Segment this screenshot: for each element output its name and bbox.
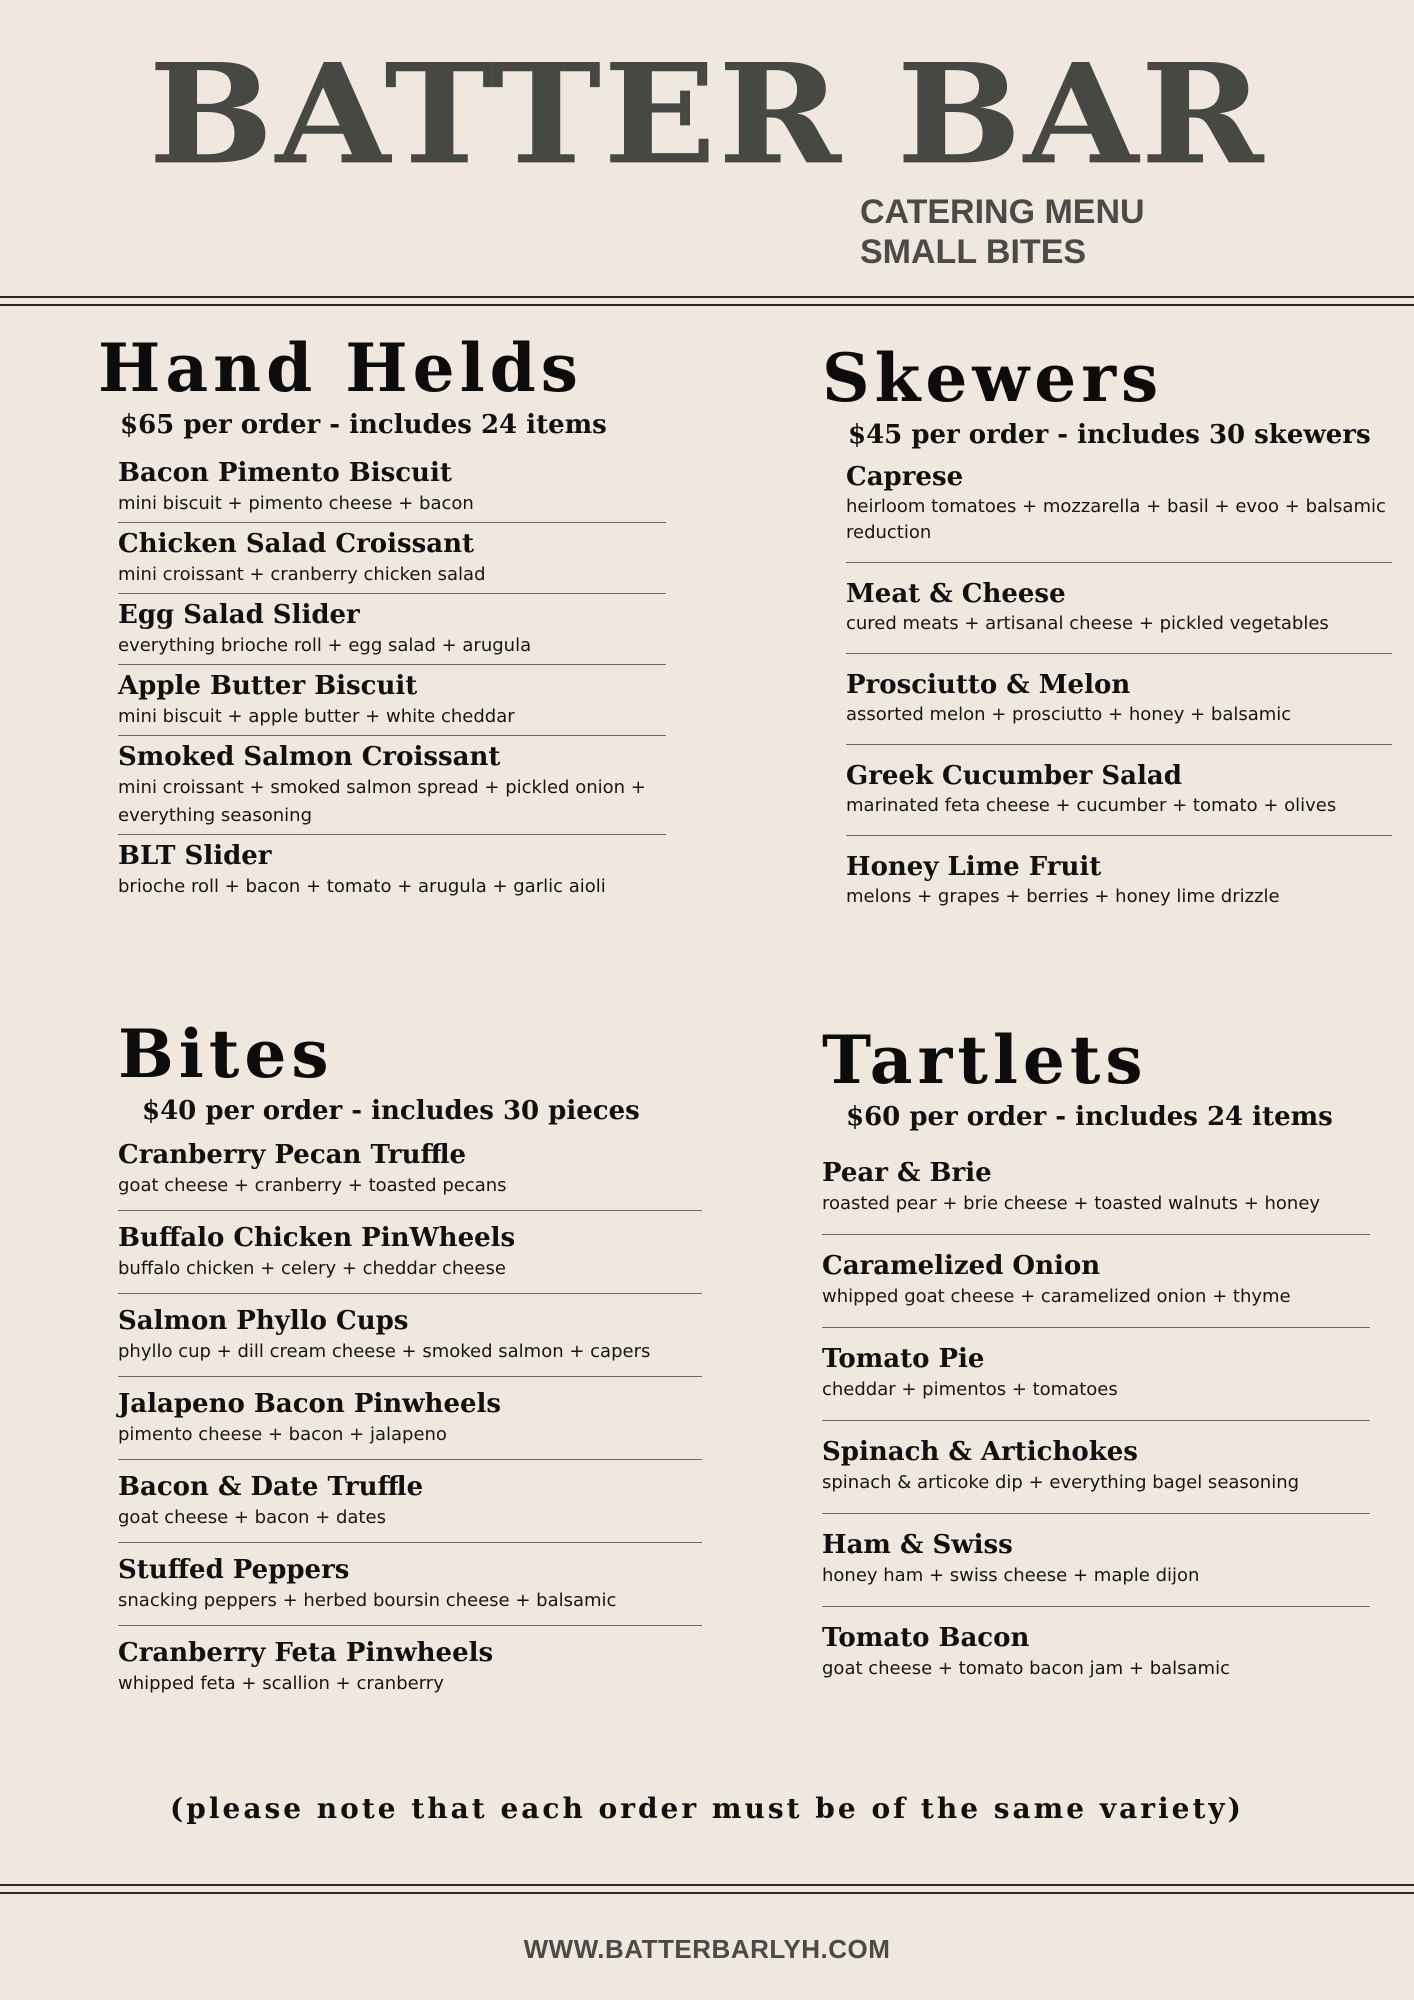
item-name: BLT Slider xyxy=(118,841,272,871)
item-list xyxy=(118,456,666,905)
subtitle-line-2: SMALL BITES xyxy=(860,233,1087,271)
item-description: goat cheese + cranberry + toasted pecans xyxy=(118,1175,507,1196)
section-price: $45 per order - includes 30 skewers xyxy=(848,420,1371,450)
section-skewers xyxy=(822,340,1392,940)
footer-divider-bottom xyxy=(0,1892,1414,1894)
section-price: $65 per order - includes 24 items xyxy=(120,410,607,440)
menu-item xyxy=(822,1342,1370,1421)
item-description: roasted pear + brie cheese + toasted walnuts + honey xyxy=(822,1193,1321,1214)
item-list xyxy=(822,1156,1370,1699)
item-name: Egg Salad Slider xyxy=(118,600,360,630)
menu-item xyxy=(118,839,666,905)
item-name: Cranberry Pecan Truffle xyxy=(118,1140,467,1170)
item-description: cured meats + artisanal cheese + pickled vegetables xyxy=(846,613,1329,634)
item-description: goat cheese + bacon + dates xyxy=(118,1507,386,1528)
section-title: Bites xyxy=(118,1015,334,1093)
item-description: buffalo chicken + celery + cheddar cheese xyxy=(118,1258,506,1279)
section-price: $40 per order - includes 30 pieces xyxy=(142,1096,640,1126)
menu-item xyxy=(846,759,1392,836)
item-name: Bacon & Date Truffle xyxy=(118,1472,424,1502)
item-description: goat cheese + tomato bacon jam + balsamic xyxy=(822,1658,1230,1679)
item-description: whipped goat cheese + caramelized onion + thyme xyxy=(822,1286,1291,1307)
item-name: Tomato Bacon xyxy=(822,1623,1030,1653)
menu-item xyxy=(118,1138,702,1211)
menu-item xyxy=(846,668,1392,745)
item-description: assorted melon + prosciutto + honey + balsamic xyxy=(846,704,1292,725)
section-title: Skewers xyxy=(822,339,1164,417)
website-link[interactable]: WWW.BATTERBARLYH.COM xyxy=(523,1934,891,1964)
menu-item xyxy=(846,850,1392,926)
item-name: Apple Butter Biscuit xyxy=(118,671,418,701)
menu-item xyxy=(822,1156,1370,1235)
item-name: Tomato Pie xyxy=(822,1344,985,1374)
item-name: Ham & Swiss xyxy=(822,1530,1013,1560)
item-name: Jalapeno Bacon Pinwheels xyxy=(118,1389,502,1419)
item-name: Meat & Cheese xyxy=(846,579,1066,609)
menu-item xyxy=(118,1636,702,1708)
item-name: Stuffed Peppers xyxy=(118,1555,350,1585)
item-description: pimento cheese + bacon + jalapeno xyxy=(118,1424,447,1445)
item-description: mini biscuit + pimento cheese + bacon xyxy=(118,493,474,514)
item-name: Cranberry Feta Pinwheels xyxy=(118,1638,494,1668)
brand-title: BATTER BAR xyxy=(148,33,1266,195)
item-list xyxy=(118,1138,702,1708)
item-description: honey ham + swiss cheese + maple dijon xyxy=(822,1565,1200,1586)
item-description: cheddar + pimentos + tomatoes xyxy=(822,1379,1118,1400)
item-name: Salmon Phyllo Cups xyxy=(118,1306,409,1336)
menu-item xyxy=(118,669,666,736)
section-hand-helds xyxy=(98,330,666,909)
menu-item xyxy=(118,1470,702,1543)
item-description: heirloom tomatoes + mozzarella + basil + evoo + balsamic reduction xyxy=(846,496,1386,543)
item-description: whipped feta + scallion + cranberry xyxy=(118,1673,444,1694)
menu-item xyxy=(118,1221,702,1294)
section-tartlets xyxy=(822,1022,1370,1713)
item-list xyxy=(846,460,1392,926)
section-price: $60 per order - includes 24 items xyxy=(846,1102,1333,1132)
item-name: Caprese xyxy=(846,462,964,492)
item-name: Chicken Salad Croissant xyxy=(118,529,475,559)
menu-item xyxy=(822,1249,1370,1328)
menu-subtitle xyxy=(860,192,1145,272)
order-note: (please note that each order must be of the same variety) xyxy=(170,1792,1244,1825)
item-name: Caramelized Onion xyxy=(822,1251,1101,1281)
item-name: Prosciutto & Melon xyxy=(846,670,1131,700)
item-description: spinach & articoke dip + everything bagel seasoning xyxy=(822,1472,1300,1493)
item-description: phyllo cup + dill cream cheese + smoked salmon + capers xyxy=(118,1341,651,1362)
menu-item xyxy=(118,1387,702,1460)
section-title: Hand Helds xyxy=(98,329,583,407)
item-description: brioche roll + bacon + tomato + arugula + garlic aioli xyxy=(118,876,606,897)
item-description: melons + grapes + berries + honey lime drizzle xyxy=(846,886,1280,907)
item-description: snacking peppers + herbed boursin cheese + balsamic xyxy=(118,1590,617,1611)
menu-item xyxy=(822,1435,1370,1514)
menu-item xyxy=(118,1553,702,1626)
menu-item xyxy=(846,577,1392,654)
item-name: Honey Lime Fruit xyxy=(846,852,1102,882)
menu-item xyxy=(118,740,666,835)
header-divider-top xyxy=(0,296,1414,298)
menu-item xyxy=(118,456,666,523)
menu-item xyxy=(822,1621,1370,1699)
item-description: mini croissant + smoked salmon spread + pickled onion + everything seasoning xyxy=(118,777,646,826)
menu-item xyxy=(118,527,666,594)
section-title: Tartlets xyxy=(822,1021,1148,1099)
item-description: everything brioche roll + egg salad + arugula xyxy=(118,635,532,656)
item-name: Buffalo Chicken PinWheels xyxy=(118,1223,516,1253)
item-description: mini croissant + cranberry chicken salad xyxy=(118,564,486,585)
section-bites xyxy=(118,1016,702,1718)
item-name: Spinach & Artichokes xyxy=(822,1437,1138,1467)
item-name: Greek Cucumber Salad xyxy=(846,761,1182,791)
item-description: mini biscuit + apple butter + white cheddar xyxy=(118,706,515,727)
item-name: Pear & Brie xyxy=(822,1158,992,1188)
item-name: Smoked Salmon Croissant xyxy=(118,742,501,772)
footer-divider-top xyxy=(0,1884,1414,1886)
menu-item xyxy=(846,460,1392,563)
menu-item xyxy=(822,1528,1370,1607)
subtitle-line-1: CATERING MENU xyxy=(860,193,1145,231)
header-divider-bottom xyxy=(0,304,1414,306)
menu-item xyxy=(118,598,666,665)
item-description: marinated feta cheese + cucumber + tomato + olives xyxy=(846,795,1337,816)
item-name: Bacon Pimento Biscuit xyxy=(118,458,452,488)
menu-item xyxy=(118,1304,702,1377)
